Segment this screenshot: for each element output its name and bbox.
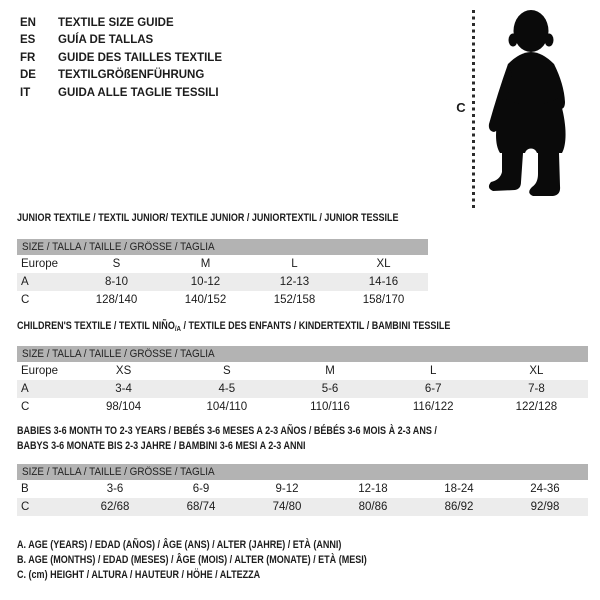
size-table (17, 346, 588, 416)
size-cell: M (325, 365, 335, 377)
size-header-text: SIZE / TALLA / TAILLE / GRÖSSE / TAGLIA (22, 348, 215, 360)
footnotes (17, 538, 444, 583)
size-cell: 9-12 (275, 483, 299, 495)
size-cell: 152/158 (273, 294, 316, 306)
language-row (20, 84, 222, 102)
junior-textile-section (17, 211, 482, 309)
size-cell: S (222, 365, 231, 377)
size-cell: 140/152 (184, 294, 227, 306)
language-code: DE (20, 69, 36, 82)
childrens-textile-section (17, 319, 588, 416)
table-row (17, 273, 428, 291)
table-row (17, 498, 588, 516)
title-text: JUNIOR TEXTILE / TEXTIL JUNIOR/ TEXTILE JUNIOR / JUNIORTEXTIL / JUNIOR TESSILE (17, 212, 399, 224)
size-cell: 7-8 (528, 383, 545, 395)
size-cell: 14-16 (368, 276, 399, 288)
row-label: C (21, 401, 30, 413)
size-header-text: SIZE / TALLA / TAILLE / GRÖSSE / TAGLIA (22, 466, 215, 478)
footnote-line: A. AGE (YEARS) / EDAD (AÑOS) / ÂGE (ANS) / ALTER (JAHRE) / ETÀ (ANNI) (17, 539, 342, 551)
silhouette-leg-right (529, 153, 560, 196)
size-table (17, 239, 428, 309)
size-cell: 128/140 (95, 294, 138, 306)
language-title: GUIDE DES TAILLES TEXTILE (58, 51, 222, 64)
size-cell: M (200, 258, 211, 270)
size-cell: 68/74 (186, 501, 216, 513)
table-row (17, 380, 588, 398)
title-subscript: /A (174, 323, 181, 333)
title-text: CHILDREN'S TEXTILE / TEXTIL NIÑO (17, 320, 175, 332)
toddler-silhouette-icon (478, 6, 588, 211)
table-row (17, 480, 588, 498)
size-cell: 8-10 (104, 276, 129, 288)
size-cell: 86/92 (444, 501, 474, 513)
size-cell: 3-4 (115, 383, 132, 395)
language-row (20, 67, 222, 85)
silhouette-head (514, 10, 549, 52)
table-title-line (17, 319, 485, 334)
row-label: B (21, 483, 29, 495)
size-cell: L (430, 365, 437, 377)
silhouette-leg-left (489, 153, 523, 191)
title-text: / TEXTILE DES ENFANTS / KINDERTEXTIL / BAMBINI TESSILE (180, 320, 451, 332)
language-row (20, 49, 222, 67)
table-row (17, 398, 588, 416)
size-cell: 3-6 (106, 483, 124, 495)
size-header-bar (17, 346, 588, 362)
size-cell: 5-6 (321, 383, 339, 395)
table-row (17, 291, 428, 309)
title-text: BABIES 3-6 MONTH TO 2-3 YEARS / BEBÉS 3-6 MESES A 2-3 AÑOS / BÉBÉS 3-6 MOIS À 2-3 ANS / (17, 425, 437, 437)
language-list (20, 14, 222, 102)
table-row (17, 255, 428, 273)
size-cell: 74/80 (272, 501, 302, 513)
language-code: IT (20, 86, 31, 99)
silhouette-shorts (496, 98, 566, 153)
language-row (20, 32, 222, 50)
size-cell: XS (115, 365, 132, 377)
size-header-text: SIZE / TALLA / TAILLE / GRÖSSE / TAGLIA (22, 241, 215, 253)
row-label: A (21, 383, 29, 395)
row-label: C (21, 501, 30, 513)
table-title (17, 424, 588, 454)
size-cell: 62/68 (100, 501, 130, 513)
size-header-bar (17, 239, 428, 255)
language-code: ES (20, 34, 36, 47)
language-title: GUÍA DE TALLAS (58, 34, 154, 47)
table-title-line (17, 211, 399, 226)
table-title-line (17, 424, 485, 439)
size-cell: S (112, 258, 121, 270)
size-cell: 158/170 (362, 294, 405, 306)
size-cell: 104/110 (206, 401, 248, 413)
height-measure-dashed-line (472, 10, 475, 208)
size-cell: 92/98 (530, 501, 560, 513)
size-cell: 24-36 (530, 483, 560, 495)
size-cell: 110/116 (310, 401, 350, 413)
size-table (17, 464, 588, 516)
size-cell: 98/104 (106, 401, 142, 413)
size-cell: 6-7 (424, 383, 442, 395)
silhouette-ear-right (545, 34, 554, 47)
size-cell: XL (376, 258, 391, 270)
table-title (17, 211, 482, 226)
size-cell: 80/86 (358, 501, 388, 513)
footnote-line: B. AGE (MONTHS) / EDAD (MESES) / ÂGE (MOIS) / ALTER (MONATE) / ETÀ (MESI) (17, 554, 367, 566)
language-row (20, 14, 222, 32)
height-label: C (456, 100, 466, 115)
silhouette-ear-left (509, 34, 518, 47)
size-cell: L (291, 258, 298, 270)
size-cell: 18-24 (444, 483, 474, 495)
footnote-line: C. (cm) HEIGHT / ALTURA / HAUTEUR / HÖHE / ALTEZZA (17, 569, 261, 581)
language-title: GUIDA ALLE TAGLIE TESSILI (58, 86, 219, 99)
title-text: BABYS 3-6 MONATE BIS 2-3 JAHRE / BAMBINI 3-6 MESI A 2-3 ANNI (17, 440, 306, 452)
size-cell: 6-9 (192, 483, 210, 495)
language-title: TEXTILGRÖßENFÜHRUNG (58, 69, 205, 82)
size-cell: 122/128 (515, 401, 558, 413)
size-cell: 116/122 (412, 401, 454, 413)
table-title (17, 319, 588, 334)
size-cell: 12-18 (358, 483, 388, 495)
row-label: A (21, 276, 29, 288)
babies-textile-section (17, 424, 588, 516)
row-label: C (21, 294, 30, 306)
table-row (17, 362, 588, 380)
language-title: TEXTILE SIZE GUIDE (58, 16, 174, 29)
table-title-line (17, 439, 485, 454)
language-code: EN (20, 16, 36, 29)
size-cell: 12-13 (279, 276, 310, 288)
language-code: FR (20, 51, 36, 64)
row-label: Europe (21, 258, 59, 270)
size-cell: 4-5 (218, 383, 236, 395)
row-label: Europe (21, 365, 59, 377)
size-cell: XL (529, 365, 544, 377)
size-cell: 10-12 (190, 276, 221, 288)
size-header-bar (17, 464, 588, 480)
